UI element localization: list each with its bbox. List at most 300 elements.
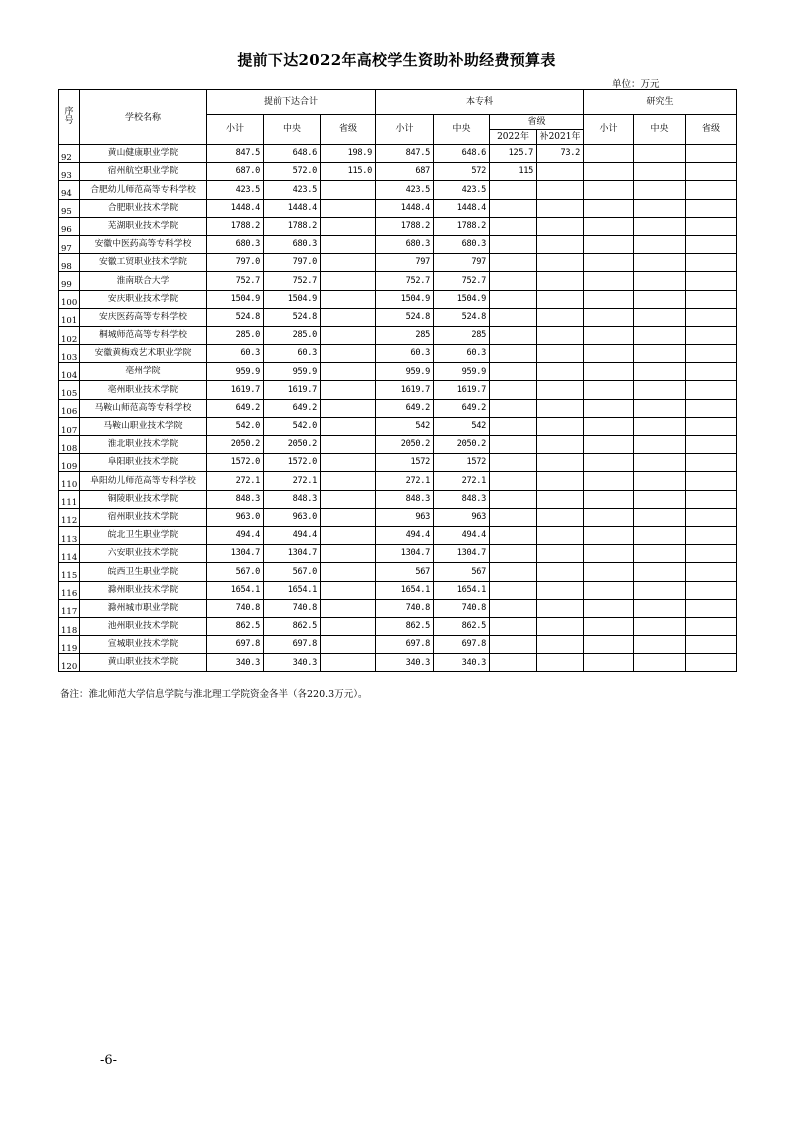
total-provincial-cell (321, 617, 376, 635)
undergrad-central-cell: 524.8 (434, 308, 490, 326)
undergrad-central-cell: 1448.4 (434, 199, 490, 217)
undergrad-central-cell: 697.8 (434, 636, 490, 654)
undergrad-2022-cell (490, 399, 537, 417)
undergrad-supp-2021-cell (537, 326, 584, 344)
row-seq-cell: 105 (59, 381, 80, 399)
undergrad-central-cell: 423.5 (434, 181, 490, 199)
row-seq-cell: 106 (59, 399, 80, 417)
graduate-subtotal-cell (584, 617, 634, 635)
graduate-central-cell (634, 399, 686, 417)
school-name-cell: 黄山职业技术学院 (80, 654, 207, 672)
header-graduate: 研究生 (584, 90, 737, 115)
table-row (59, 490, 737, 508)
total-central-cell: 60.3 (264, 345, 321, 363)
graduate-central-cell (634, 508, 686, 526)
undergrad-subtotal-cell: 687 (376, 163, 434, 181)
graduate-central-cell (634, 290, 686, 308)
graduate-provincial-cell (686, 163, 737, 181)
school-name-cell: 淮南联合大学 (80, 272, 207, 290)
row-seq-cell: 111 (59, 490, 80, 508)
school-name-cell: 宣城职业技术学院 (80, 636, 207, 654)
budget-table (58, 89, 737, 672)
graduate-central-cell (634, 308, 686, 326)
undergrad-subtotal-cell: 649.2 (376, 399, 434, 417)
graduate-provincial-cell (686, 508, 737, 526)
row-seq-cell: 112 (59, 508, 80, 526)
total-provincial-cell (321, 345, 376, 363)
table-row (59, 326, 737, 344)
total-central-cell: 494.4 (264, 526, 321, 544)
row-seq-cell: 98 (59, 254, 80, 272)
undergrad-subtotal-cell: 494.4 (376, 526, 434, 544)
total-central-cell: 649.2 (264, 399, 321, 417)
table-row (59, 345, 737, 363)
graduate-central-cell (634, 545, 686, 563)
row-seq-cell: 119 (59, 636, 80, 654)
graduate-provincial-cell (686, 145, 737, 163)
total-subtotal-cell: 797.0 (207, 254, 264, 272)
row-seq-cell: 100 (59, 290, 80, 308)
undergrad-supp-2021-cell (537, 545, 584, 563)
table-row (59, 436, 737, 454)
table-row (59, 581, 737, 599)
undergrad-2022-cell (490, 199, 537, 217)
undergrad-central-cell: 862.5 (434, 617, 490, 635)
undergrad-central-cell: 1619.7 (434, 381, 490, 399)
graduate-central-cell (634, 417, 686, 435)
undergrad-subtotal-cell: 1304.7 (376, 545, 434, 563)
school-name-cell: 池州职业技术学院 (80, 617, 207, 635)
header-undergrad: 本专科 (376, 90, 584, 115)
graduate-central-cell (634, 345, 686, 363)
undergrad-subtotal-cell: 1572 (376, 454, 434, 472)
total-central-cell: 524.8 (264, 308, 321, 326)
graduate-subtotal-cell (584, 581, 634, 599)
graduate-subtotal-cell (584, 363, 634, 381)
undergrad-subtotal-cell: 1448.4 (376, 199, 434, 217)
undergrad-2022-cell (490, 181, 537, 199)
total-subtotal-cell: 272.1 (207, 472, 264, 490)
total-provincial-cell (321, 545, 376, 563)
undergrad-subtotal-cell: 340.3 (376, 654, 434, 672)
undergrad-central-cell: 959.9 (434, 363, 490, 381)
row-seq-cell: 95 (59, 199, 80, 217)
graduate-provincial-cell (686, 345, 737, 363)
total-central-cell: 1619.7 (264, 381, 321, 399)
undergrad-central-cell: 285 (434, 326, 490, 344)
total-provincial-cell (321, 399, 376, 417)
total-subtotal-cell: 524.8 (207, 308, 264, 326)
table-row (59, 472, 737, 490)
school-name-cell: 阜阳幼儿师范高等专科学校 (80, 472, 207, 490)
undergrad-supp-2021-cell (537, 472, 584, 490)
row-seq-cell: 118 (59, 617, 80, 635)
total-provincial-cell (321, 526, 376, 544)
total-provincial-cell (321, 199, 376, 217)
undergrad-subtotal-cell: 862.5 (376, 617, 434, 635)
school-name-cell: 安徽黄梅戏艺术职业学院 (80, 345, 207, 363)
graduate-subtotal-cell (584, 326, 634, 344)
undergrad-subtotal-cell: 1619.7 (376, 381, 434, 399)
header-total-subtotal: 小计 (207, 115, 264, 145)
graduate-provincial-cell (686, 254, 737, 272)
graduate-provincial-cell (686, 181, 737, 199)
undergrad-central-cell: 2050.2 (434, 436, 490, 454)
graduate-provincial-cell (686, 454, 737, 472)
total-central-cell: 1572.0 (264, 454, 321, 472)
undergrad-supp-2021-cell (537, 399, 584, 417)
total-subtotal-cell: 1504.9 (207, 290, 264, 308)
undergrad-central-cell: 740.8 (434, 599, 490, 617)
total-central-cell: 542.0 (264, 417, 321, 435)
undergrad-2022-cell (490, 545, 537, 563)
page-number: -6- (100, 1053, 118, 1068)
graduate-subtotal-cell (584, 545, 634, 563)
total-provincial-cell (321, 581, 376, 599)
undergrad-supp-2021-cell (537, 181, 584, 199)
undergrad-supp-2021-cell (537, 454, 584, 472)
undergrad-supp-2021-cell (537, 563, 584, 581)
total-subtotal-cell: 285.0 (207, 326, 264, 344)
graduate-provincial-cell (686, 399, 737, 417)
table-row (59, 526, 737, 544)
total-central-cell: 272.1 (264, 472, 321, 490)
school-name-cell: 皖西卫生职业学院 (80, 563, 207, 581)
undergrad-supp-2021-cell (537, 290, 584, 308)
table-row (59, 563, 737, 581)
undergrad-supp-2021-cell (537, 508, 584, 526)
table-row (59, 381, 737, 399)
graduate-provincial-cell (686, 490, 737, 508)
total-subtotal-cell: 60.3 (207, 345, 264, 363)
total-central-cell: 1304.7 (264, 545, 321, 563)
graduate-provincial-cell (686, 272, 737, 290)
row-seq-cell: 102 (59, 326, 80, 344)
row-seq-cell: 104 (59, 363, 80, 381)
total-provincial-cell (321, 508, 376, 526)
undergrad-central-cell: 963 (434, 508, 490, 526)
total-subtotal-cell: 740.8 (207, 599, 264, 617)
graduate-subtotal-cell (584, 308, 634, 326)
undergrad-2022-cell (490, 636, 537, 654)
total-provincial-cell (321, 490, 376, 508)
total-provincial-cell (321, 654, 376, 672)
undergrad-supp-2021-cell (537, 490, 584, 508)
total-subtotal-cell: 1788.2 (207, 217, 264, 235)
undergrad-supp-2021-cell (537, 254, 584, 272)
undergrad-central-cell: 542 (434, 417, 490, 435)
table-row (59, 363, 737, 381)
undergrad-2022-cell (490, 235, 537, 253)
graduate-subtotal-cell (584, 163, 634, 181)
row-seq-cell: 101 (59, 308, 80, 326)
total-provincial-cell (321, 308, 376, 326)
header-year-2022: 2022年 (490, 130, 537, 145)
undergrad-central-cell: 340.3 (434, 654, 490, 672)
graduate-subtotal-cell (584, 345, 634, 363)
graduate-provincial-cell (686, 290, 737, 308)
graduate-central-cell (634, 381, 686, 399)
table-row (59, 508, 737, 526)
graduate-provincial-cell (686, 308, 737, 326)
row-seq-cell: 114 (59, 545, 80, 563)
total-central-cell: 340.3 (264, 654, 321, 672)
graduate-provincial-cell (686, 199, 737, 217)
table-row (59, 599, 737, 617)
undergrad-subtotal-cell: 963 (376, 508, 434, 526)
graduate-provincial-cell (686, 581, 737, 599)
undergrad-2022-cell (490, 526, 537, 544)
undergrad-supp-2021-cell (537, 235, 584, 253)
graduate-subtotal-cell (584, 199, 634, 217)
undergrad-central-cell: 60.3 (434, 345, 490, 363)
row-seq-cell: 96 (59, 217, 80, 235)
table-row (59, 163, 737, 181)
table-row (59, 654, 737, 672)
table-row (59, 417, 737, 435)
undergrad-central-cell: 1304.7 (434, 545, 490, 563)
graduate-subtotal-cell (584, 599, 634, 617)
row-seq-cell: 97 (59, 235, 80, 253)
row-seq-cell: 109 (59, 454, 80, 472)
graduate-central-cell (634, 326, 686, 344)
graduate-subtotal-cell (584, 217, 634, 235)
total-provincial-cell (321, 417, 376, 435)
undergrad-supp-2021-cell (537, 272, 584, 290)
school-name-cell: 皖北卫生职业学院 (80, 526, 207, 544)
school-name-cell: 马鞍山职业技术学院 (80, 417, 207, 435)
total-central-cell: 648.6 (264, 145, 321, 163)
graduate-subtotal-cell (584, 181, 634, 199)
undergrad-subtotal-cell: 959.9 (376, 363, 434, 381)
table-row (59, 308, 737, 326)
graduate-provincial-cell (686, 217, 737, 235)
total-central-cell: 848.3 (264, 490, 321, 508)
row-seq-cell: 92 (59, 145, 80, 163)
total-subtotal-cell: 340.3 (207, 654, 264, 672)
school-name-cell: 宿州航空职业学院 (80, 163, 207, 181)
total-subtotal-cell: 959.9 (207, 363, 264, 381)
school-name-cell: 六安职业技术学院 (80, 545, 207, 563)
school-name-cell: 滁州城市职业学院 (80, 599, 207, 617)
graduate-central-cell (634, 654, 686, 672)
graduate-provincial-cell (686, 326, 737, 344)
undergrad-subtotal-cell: 2050.2 (376, 436, 434, 454)
row-seq-cell: 94 (59, 181, 80, 199)
school-name-cell: 合肥幼儿师范高等专科学校 (80, 181, 207, 199)
undergrad-subtotal-cell: 285 (376, 326, 434, 344)
graduate-subtotal-cell (584, 490, 634, 508)
school-name-cell: 亳州职业技术学院 (80, 381, 207, 399)
undergrad-2022-cell (490, 217, 537, 235)
total-central-cell: 567.0 (264, 563, 321, 581)
graduate-central-cell (634, 217, 686, 235)
undergrad-subtotal-cell: 797 (376, 254, 434, 272)
undergrad-2022-cell (490, 272, 537, 290)
graduate-central-cell (634, 436, 686, 454)
school-name-cell: 合肥职业技术学院 (80, 199, 207, 217)
graduate-central-cell (634, 199, 686, 217)
undergrad-supp-2021-cell (537, 381, 584, 399)
undergrad-supp-2021-cell: 73.2 (537, 145, 584, 163)
total-subtotal-cell: 542.0 (207, 417, 264, 435)
total-provincial-cell (321, 272, 376, 290)
row-seq-cell: 108 (59, 436, 80, 454)
graduate-central-cell (634, 272, 686, 290)
undergrad-2022-cell (490, 363, 537, 381)
graduate-provincial-cell (686, 636, 737, 654)
graduate-subtotal-cell (584, 399, 634, 417)
undergrad-supp-2021-cell (537, 363, 584, 381)
undergrad-central-cell: 494.4 (434, 526, 490, 544)
undergrad-supp-2021-cell (537, 163, 584, 181)
header-total-central: 中央 (264, 115, 321, 145)
table-row (59, 145, 737, 163)
total-provincial-cell (321, 217, 376, 235)
undergrad-supp-2021-cell (537, 526, 584, 544)
undergrad-2022-cell (490, 508, 537, 526)
undergrad-2022-cell (490, 472, 537, 490)
total-provincial-cell (321, 563, 376, 581)
total-subtotal-cell: 1572.0 (207, 454, 264, 472)
total-provincial-cell (321, 181, 376, 199)
undergrad-2022-cell (490, 490, 537, 508)
footnote: 备注：淮北师范大学信息学院与淮北理工学院资金各半（各220.3万元）。 (60, 689, 368, 700)
total-provincial-cell (321, 381, 376, 399)
school-name-cell: 亳州学院 (80, 363, 207, 381)
graduate-central-cell (634, 472, 686, 490)
undergrad-supp-2021-cell (537, 617, 584, 635)
undergrad-supp-2021-cell (537, 581, 584, 599)
school-name-cell: 安庆职业技术学院 (80, 290, 207, 308)
table-row (59, 272, 737, 290)
undergrad-2022-cell: 115 (490, 163, 537, 181)
school-name-cell: 安庆医药高等专科学校 (80, 308, 207, 326)
total-provincial-cell: 198.9 (321, 145, 376, 163)
undergrad-2022-cell (490, 563, 537, 581)
total-provincial-cell (321, 636, 376, 654)
graduate-central-cell (634, 363, 686, 381)
total-subtotal-cell: 862.5 (207, 617, 264, 635)
total-subtotal-cell: 963.0 (207, 508, 264, 526)
undergrad-subtotal-cell: 680.3 (376, 235, 434, 253)
undergrad-subtotal-cell: 60.3 (376, 345, 434, 363)
school-name-cell: 铜陵职业技术学院 (80, 490, 207, 508)
graduate-subtotal-cell (584, 563, 634, 581)
graduate-subtotal-cell (584, 654, 634, 672)
undergrad-subtotal-cell: 697.8 (376, 636, 434, 654)
total-provincial-cell (321, 599, 376, 617)
total-central-cell: 959.9 (264, 363, 321, 381)
graduate-provincial-cell (686, 563, 737, 581)
table-row (59, 636, 737, 654)
graduate-subtotal-cell (584, 381, 634, 399)
undergrad-2022-cell (490, 599, 537, 617)
total-provincial-cell (321, 326, 376, 344)
header-graduate-provincial: 省级 (686, 115, 737, 145)
graduate-subtotal-cell (584, 472, 634, 490)
undergrad-subtotal-cell: 272.1 (376, 472, 434, 490)
undergrad-2022-cell (490, 654, 537, 672)
undergrad-central-cell: 649.2 (434, 399, 490, 417)
table-row (59, 199, 737, 217)
graduate-central-cell (634, 181, 686, 199)
total-central-cell: 797.0 (264, 254, 321, 272)
undergrad-central-cell: 1572 (434, 454, 490, 472)
undergrad-supp-2021-cell (537, 217, 584, 235)
total-central-cell: 752.7 (264, 272, 321, 290)
row-seq-cell: 116 (59, 581, 80, 599)
total-provincial-cell (321, 235, 376, 253)
school-name-cell: 淮北职业技术学院 (80, 436, 207, 454)
undergrad-supp-2021-cell (537, 308, 584, 326)
graduate-provincial-cell (686, 472, 737, 490)
school-name-cell: 阜阳职业技术学院 (80, 454, 207, 472)
table-row (59, 290, 737, 308)
undergrad-supp-2021-cell (537, 199, 584, 217)
row-seq-cell: 115 (59, 563, 80, 581)
undergrad-2022-cell (490, 381, 537, 399)
graduate-provincial-cell (686, 235, 737, 253)
undergrad-subtotal-cell: 1654.1 (376, 581, 434, 599)
graduate-subtotal-cell (584, 272, 634, 290)
graduate-central-cell (634, 581, 686, 599)
graduate-subtotal-cell (584, 526, 634, 544)
graduate-central-cell (634, 145, 686, 163)
unit-label: 单位：万元 (612, 79, 660, 90)
row-seq-cell: 93 (59, 163, 80, 181)
undergrad-central-cell: 680.3 (434, 235, 490, 253)
graduate-central-cell (634, 254, 686, 272)
total-central-cell: 572.0 (264, 163, 321, 181)
total-central-cell: 1448.4 (264, 199, 321, 217)
total-provincial-cell (321, 363, 376, 381)
row-seq-cell: 120 (59, 654, 80, 672)
undergrad-subtotal-cell: 524.8 (376, 308, 434, 326)
graduate-central-cell (634, 235, 686, 253)
graduate-central-cell (634, 163, 686, 181)
graduate-provincial-cell (686, 617, 737, 635)
total-subtotal-cell: 1304.7 (207, 545, 264, 563)
header-supp-2021: 补2021年 (537, 130, 584, 145)
undergrad-subtotal-cell: 1788.2 (376, 217, 434, 235)
table-row (59, 545, 737, 563)
total-subtotal-cell: 687.0 (207, 163, 264, 181)
total-central-cell: 1788.2 (264, 217, 321, 235)
total-central-cell: 963.0 (264, 508, 321, 526)
total-subtotal-cell: 567.0 (207, 563, 264, 581)
total-central-cell: 697.8 (264, 636, 321, 654)
total-subtotal-cell: 680.3 (207, 235, 264, 253)
undergrad-central-cell: 1788.2 (434, 217, 490, 235)
table-row (59, 399, 737, 417)
undergrad-2022-cell: 125.7 (490, 145, 537, 163)
header-graduate-subtotal: 小计 (584, 115, 634, 145)
total-subtotal-cell: 1619.7 (207, 381, 264, 399)
graduate-provincial-cell (686, 417, 737, 435)
total-central-cell: 2050.2 (264, 436, 321, 454)
undergrad-central-cell: 648.6 (434, 145, 490, 163)
undergrad-2022-cell (490, 254, 537, 272)
school-name-cell: 安徽中医药高等专科学校 (80, 235, 207, 253)
total-central-cell: 862.5 (264, 617, 321, 635)
total-subtotal-cell: 848.3 (207, 490, 264, 508)
undergrad-2022-cell (490, 326, 537, 344)
total-central-cell: 1654.1 (264, 581, 321, 599)
undergrad-supp-2021-cell (537, 436, 584, 454)
row-seq-cell: 103 (59, 345, 80, 363)
total-central-cell: 423.5 (264, 181, 321, 199)
